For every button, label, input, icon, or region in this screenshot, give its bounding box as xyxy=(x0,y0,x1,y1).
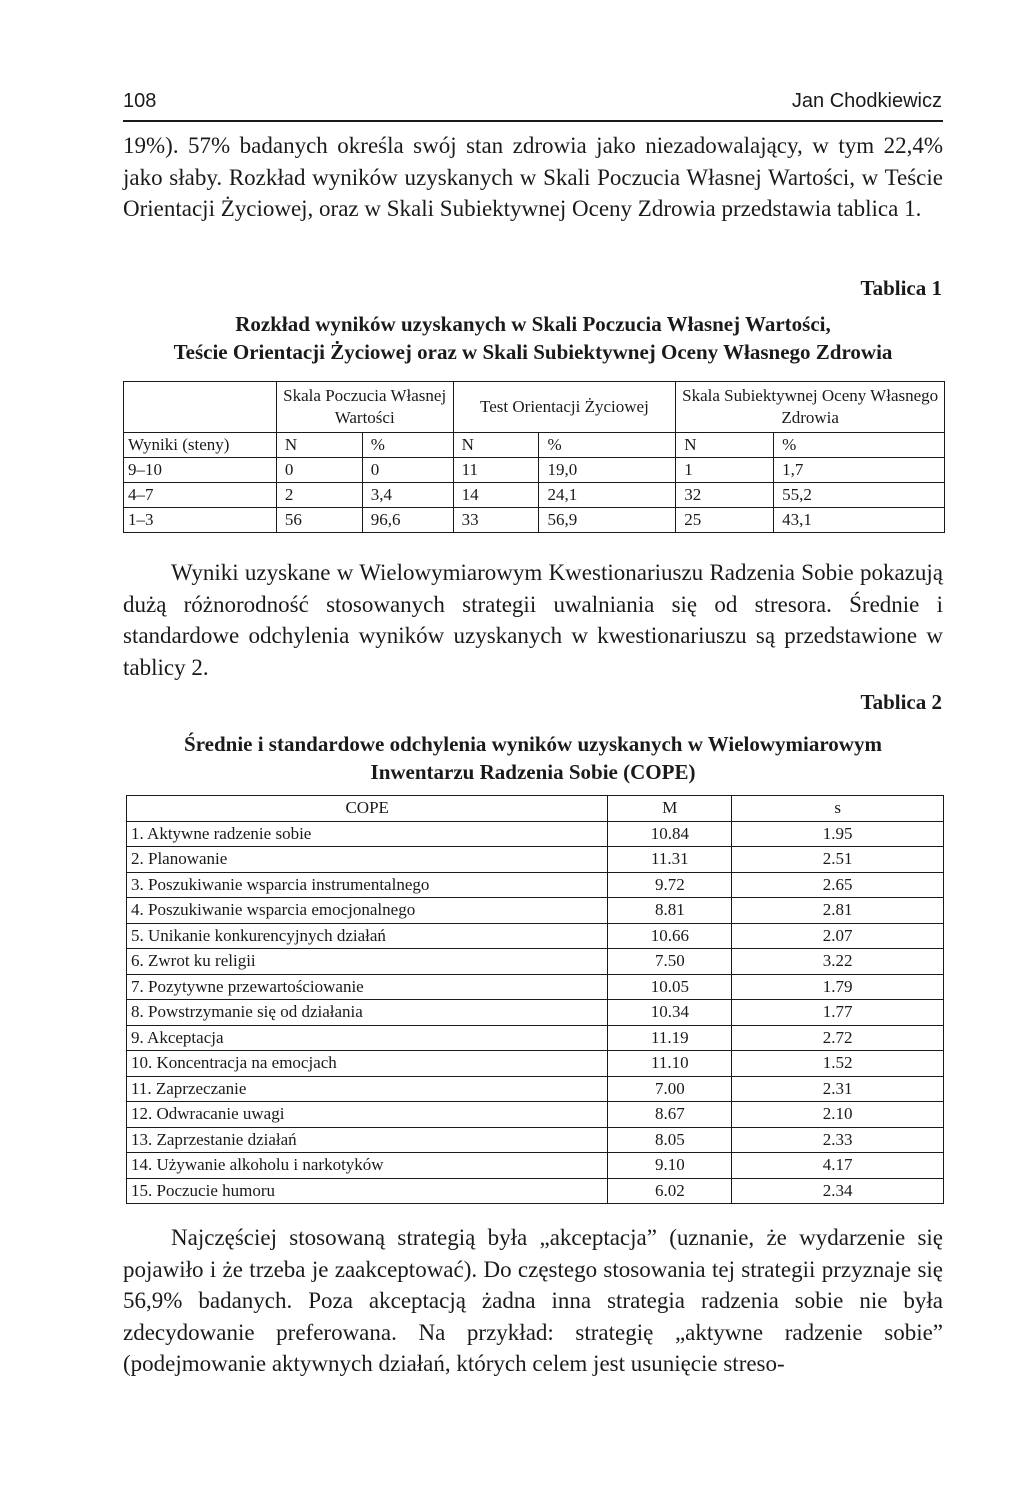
sd-cell: 2.34 xyxy=(732,1178,944,1204)
table1-group-header: Test Orientacji Życiowej xyxy=(453,382,676,433)
sd-cell: 2.10 xyxy=(732,1102,944,1128)
table2-title xyxy=(123,730,943,786)
sd-cell: 1.79 xyxy=(732,974,944,1000)
cope-strategy-cell: 13. Zaprzestanie działań xyxy=(127,1127,608,1153)
running-header-author: Jan Chodkiewicz xyxy=(791,90,942,112)
table1-subheader: N xyxy=(276,433,362,458)
table1-cell: 1–3 xyxy=(124,508,277,533)
cope-strategy-cell: 11. Zaprzeczanie xyxy=(127,1076,608,1102)
table1-cell: 2 xyxy=(276,483,362,508)
table1-title-line2: Teście Orientacji Życiowej oraz w Skali Subiektywnej Oceny Własnego Zdrowia xyxy=(173,340,893,364)
sd-cell: 2.51 xyxy=(732,847,944,873)
table-row xyxy=(127,1051,944,1077)
cope-strategy-cell: 1. Aktywne radzenie sobie xyxy=(127,821,608,847)
sd-cell: 2.31 xyxy=(732,1076,944,1102)
table-row xyxy=(127,1127,944,1153)
table1-cell: 14 xyxy=(453,483,539,508)
table2-header: s xyxy=(732,796,944,822)
table1-cell: 19,0 xyxy=(539,458,676,483)
table1-group-header: Skala Subiektywnej Oceny Własnego Zdrowia xyxy=(676,382,945,433)
cope-strategy-cell: 8. Powstrzymanie się od działania xyxy=(127,1000,608,1026)
table1-row-header: Wyniki (steny) xyxy=(124,433,277,458)
table1-cell: 96,6 xyxy=(362,508,453,533)
cope-strategy-cell: 5. Unikanie konkurencyjnych działań xyxy=(127,923,608,949)
closing-paragraph-text: Najczęściej stosowaną strategią była „akceptacja” (uznanie, że wydarzenie się pojawiło i że trzeba je zaakceptować). Do częstego stosowania tej strategii przyznaje się 56,9% badanych. Poza akceptacją żadna inna strategia radzenia sobie nie była zdecydowanie preferowana. Na przykład: strategię „aktywne radzenie sobie” (podejmowanie aktywnych działań, których celem jest usunięcie streso- xyxy=(123,1225,943,1376)
mean-cell: 11.19 xyxy=(608,1025,732,1051)
header-rule xyxy=(123,120,943,122)
sd-cell: 1.52 xyxy=(732,1051,944,1077)
table-row xyxy=(127,923,944,949)
mean-cell: 7.00 xyxy=(608,1076,732,1102)
cope-strategy-cell: 14. Używanie alkoholu i narkotyków xyxy=(127,1153,608,1179)
sd-cell: 2.72 xyxy=(732,1025,944,1051)
table2-title-line1: Średnie i standardowe odchylenia wyników uzyskanych w Wielowymiarowym xyxy=(184,732,882,756)
mean-cell: 8.81 xyxy=(608,898,732,924)
table-row xyxy=(127,949,944,975)
mean-cell: 10.05 xyxy=(608,974,732,1000)
closing-paragraph xyxy=(123,1222,943,1380)
mean-cell: 8.05 xyxy=(608,1127,732,1153)
intro-paragraph xyxy=(123,130,943,225)
table2 xyxy=(126,795,944,1204)
sd-cell: 2.81 xyxy=(732,898,944,924)
mean-cell: 10.34 xyxy=(608,1000,732,1026)
table1-cell: 0 xyxy=(362,458,453,483)
table-row xyxy=(124,458,945,483)
table1-subheader: N xyxy=(453,433,539,458)
middle-paragraph xyxy=(123,557,943,683)
table-row xyxy=(124,508,945,533)
table-row xyxy=(127,974,944,1000)
table1-subheader: % xyxy=(774,433,945,458)
table-row xyxy=(127,1025,944,1051)
cope-strategy-cell: 6. Zwrot ku religii xyxy=(127,949,608,975)
table1-cell: 24,1 xyxy=(539,483,676,508)
cope-strategy-cell: 2. Planowanie xyxy=(127,847,608,873)
table1-cell: 55,2 xyxy=(774,483,945,508)
mean-cell: 8.67 xyxy=(608,1102,732,1128)
sd-cell: 1.77 xyxy=(732,1000,944,1026)
mean-cell: 10.66 xyxy=(608,923,732,949)
table1-corner-cell xyxy=(124,382,277,433)
middle-paragraph-text: Wyniki uzyskane w Wielowymiarowym Kwestionariuszu Radzenia Sobie pokazują dużą różnorodność stosowanych strategii uwalniania się od stresora. Średnie i standardowe odchylenia wyników uzyskanych w kwestionariuszu są przedstawione w tablicy 2. xyxy=(123,560,943,680)
mean-cell: 7.50 xyxy=(608,949,732,975)
sd-cell: 4.17 xyxy=(732,1153,944,1179)
cope-strategy-cell: 4. Poszukiwanie wsparcia emocjonalnego xyxy=(127,898,608,924)
table1-cell: 3,4 xyxy=(362,483,453,508)
table1 xyxy=(123,381,945,533)
table1-cell: 9–10 xyxy=(124,458,277,483)
table-row xyxy=(127,821,944,847)
intro-paragraph-text: 19%). 57% badanych określa swój stan zdrowia jako niezadowalający, w tym 22,4% jako słaby. Rozkład wyników uzyskanych w Skali Poczucia Własnej Wartości, w Teście Orientacji Życiowej, oraz w Skali Subiektywnej Oceny Zdrowia przedstawia tablica 1. xyxy=(123,133,943,221)
table2-header: COPE xyxy=(127,796,608,822)
table-row xyxy=(127,1000,944,1026)
table1-cell: 56 xyxy=(276,508,362,533)
table-row xyxy=(127,847,944,873)
table1-cell: 0 xyxy=(276,458,362,483)
table-row xyxy=(127,1153,944,1179)
table1-cell: 25 xyxy=(676,508,774,533)
page-number: 108 xyxy=(123,90,157,112)
mean-cell: 9.72 xyxy=(608,872,732,898)
table1-group-header: Skala Poczucia Własnej Wartości xyxy=(276,382,453,433)
table1-subheader: % xyxy=(362,433,453,458)
cope-strategy-cell: 7. Pozytywne przewartościowanie xyxy=(127,974,608,1000)
sd-cell: 1.95 xyxy=(732,821,944,847)
mean-cell: 10.84 xyxy=(608,821,732,847)
table-row xyxy=(127,1076,944,1102)
sd-cell: 2.07 xyxy=(732,923,944,949)
table1-cell: 43,1 xyxy=(774,508,945,533)
mean-cell: 6.02 xyxy=(608,1178,732,1204)
table2-header: M xyxy=(608,796,732,822)
table2-title-line2: Inwentarzu Radzenia Sobie (COPE) xyxy=(370,760,696,784)
sd-cell: 2.65 xyxy=(732,872,944,898)
mean-cell: 11.31 xyxy=(608,847,732,873)
table1-cell: 32 xyxy=(676,483,774,508)
cope-strategy-cell: 3. Poszukiwanie wsparcia instrumentalnego xyxy=(127,872,608,898)
cope-strategy-cell: 12. Odwracanie uwagi xyxy=(127,1102,608,1128)
table-row xyxy=(127,872,944,898)
table1-title xyxy=(123,310,943,366)
table-row xyxy=(127,1102,944,1128)
cope-strategy-cell: 15. Poczucie humoru xyxy=(127,1178,608,1204)
table1-title-line1: Rozkład wyników uzyskanych w Skali Poczucia Własnej Wartości, xyxy=(235,312,831,336)
table-row xyxy=(124,483,945,508)
cope-strategy-cell: 10. Koncentracja na emocjach xyxy=(127,1051,608,1077)
cope-strategy-cell: 9. Akceptacja xyxy=(127,1025,608,1051)
table-row xyxy=(127,898,944,924)
mean-cell: 9.10 xyxy=(608,1153,732,1179)
table2-label: Tablica 2 xyxy=(860,690,942,714)
table1-cell: 1 xyxy=(676,458,774,483)
table1-cell: 1,7 xyxy=(774,458,945,483)
table1-label: Tablica 1 xyxy=(860,276,942,300)
table1-cell: 4–7 xyxy=(124,483,277,508)
table1-subheader: N xyxy=(676,433,774,458)
table1-cell: 11 xyxy=(453,458,539,483)
sd-cell: 3.22 xyxy=(732,949,944,975)
sd-cell: 2.33 xyxy=(732,1127,944,1153)
table1-cell: 33 xyxy=(453,508,539,533)
mean-cell: 11.10 xyxy=(608,1051,732,1077)
table1-subheader: % xyxy=(539,433,676,458)
table1-cell: 56,9 xyxy=(539,508,676,533)
table-row xyxy=(127,1178,944,1204)
